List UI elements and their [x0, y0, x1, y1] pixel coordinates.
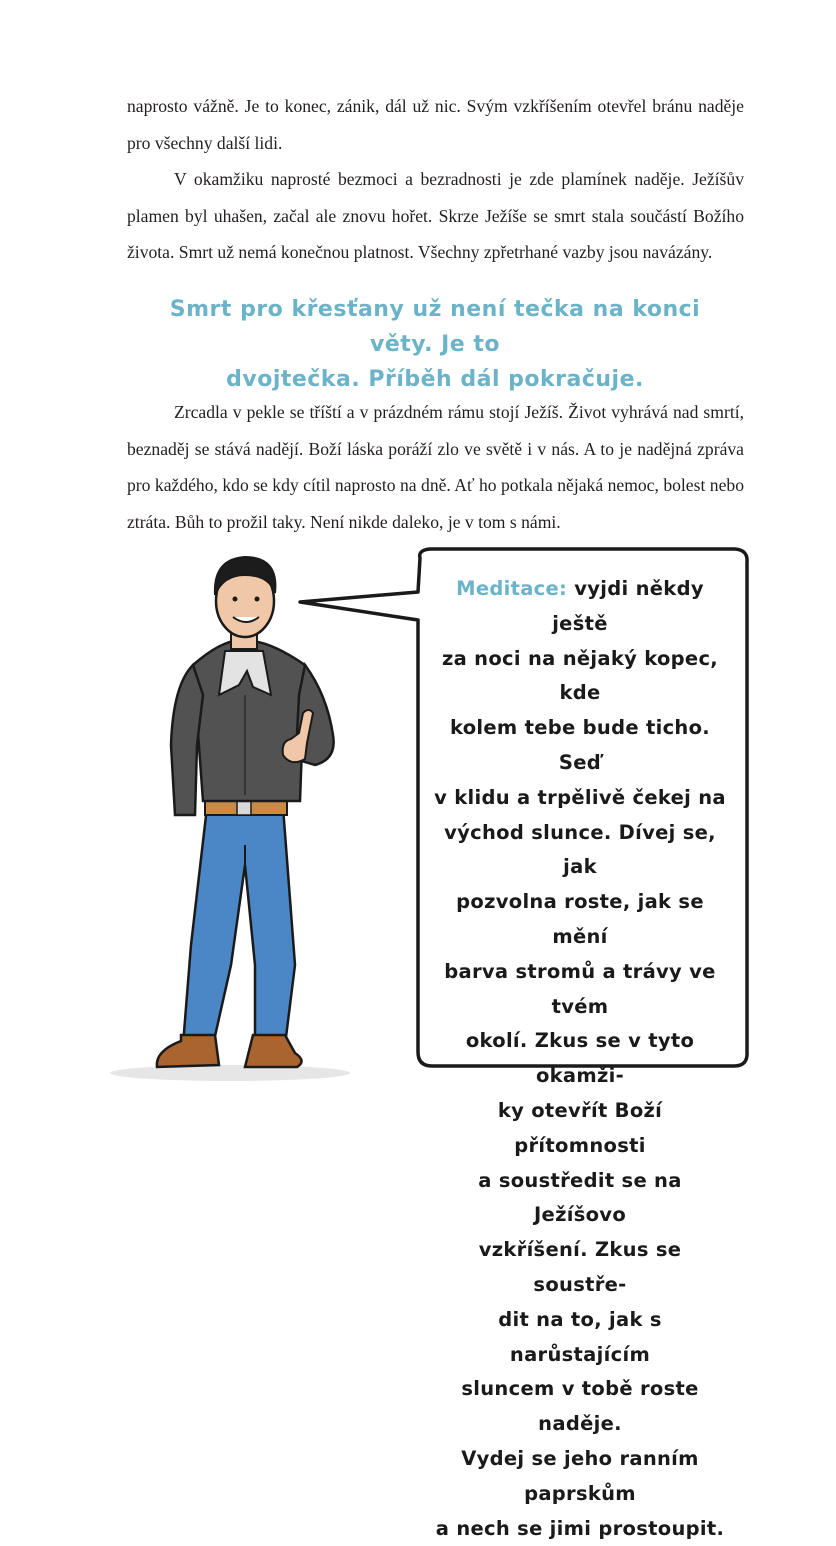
meditation-line: vyjdi někdy ještě — [552, 577, 704, 635]
meditation-line: a nech se jimi prostoupit. — [435, 1516, 725, 1540]
meditation-line: a soustředit se na Ježíšovo — [478, 1168, 682, 1227]
meditation-line: pozvolna roste, jak se mění — [456, 890, 704, 948]
meditation-line: ky otevřít Boží přítomnosti — [497, 1098, 663, 1157]
paragraph: naprosto vážně. Je to konec, zánik, dál už nic. Svým vzkříšením otevřel bránu naděje pro všechny další lidi. — [127, 96, 744, 153]
meditation-line: východ slunce. Dívej se, jak — [444, 820, 716, 879]
meditation-text — [430, 572, 730, 1546]
meditation-line: barva stromů a trávy ve tvém — [444, 959, 716, 1018]
meditation-line: za noci na nějaký kopec, kde — [441, 646, 719, 705]
meditation-line: dit na to, jak s narůstajícím — [498, 1307, 662, 1366]
pull-quote-line: Smrt pro křesťany už není tečka na konci věty. Je to — [169, 297, 701, 357]
meditation-line: Vydej se jeho ranním paprskům — [461, 1446, 699, 1505]
meditation-line: vzkříšení. Zkus se soustře- — [478, 1238, 682, 1296]
paragraph: V okamžiku naprosté bezmoci a bezradnosti je zde plamínek naděje. Ježíšův plamen byl uhašen, začal ale znovu hořet. Skrze Ježíše se smrt stala součástí Božího života. Smrt už nemá konečnou platnost. Všechny zpřetrhané vazby jsou navázány. — [127, 169, 744, 262]
meditation-line: sluncem v tobě roste naděje. — [461, 1377, 699, 1436]
paragraph: Zrcadla v pekle se tříští a v prázdném rámu stojí Ježíš. Život vyhrává nad smrtí, beznaděj se stává nadějí. Boží láska poráží zlo ve světě i v nás. A to je nadějná zpráva pro každého, kdo se kdy cítil naprosto na dně. Ať ho potkala nějaká nemoc, bolest nebo ztráta. Bůh to prožil taky. Není nikde daleko, je v tom s námi. — [127, 402, 744, 532]
pull-quote-line: dvojtečka. Příběh dál pokračuje. — [226, 367, 644, 392]
meditation-label: Meditace: — [456, 577, 568, 600]
man-illustration — [95, 545, 365, 1090]
meditation-line: v klidu a trpělivě čekej na — [434, 785, 726, 809]
meditation-line: okolí. Zkus se v tyto okamži- — [465, 1029, 695, 1088]
meditation-line: kolem tebe bude ticho. Seď — [449, 716, 711, 774]
